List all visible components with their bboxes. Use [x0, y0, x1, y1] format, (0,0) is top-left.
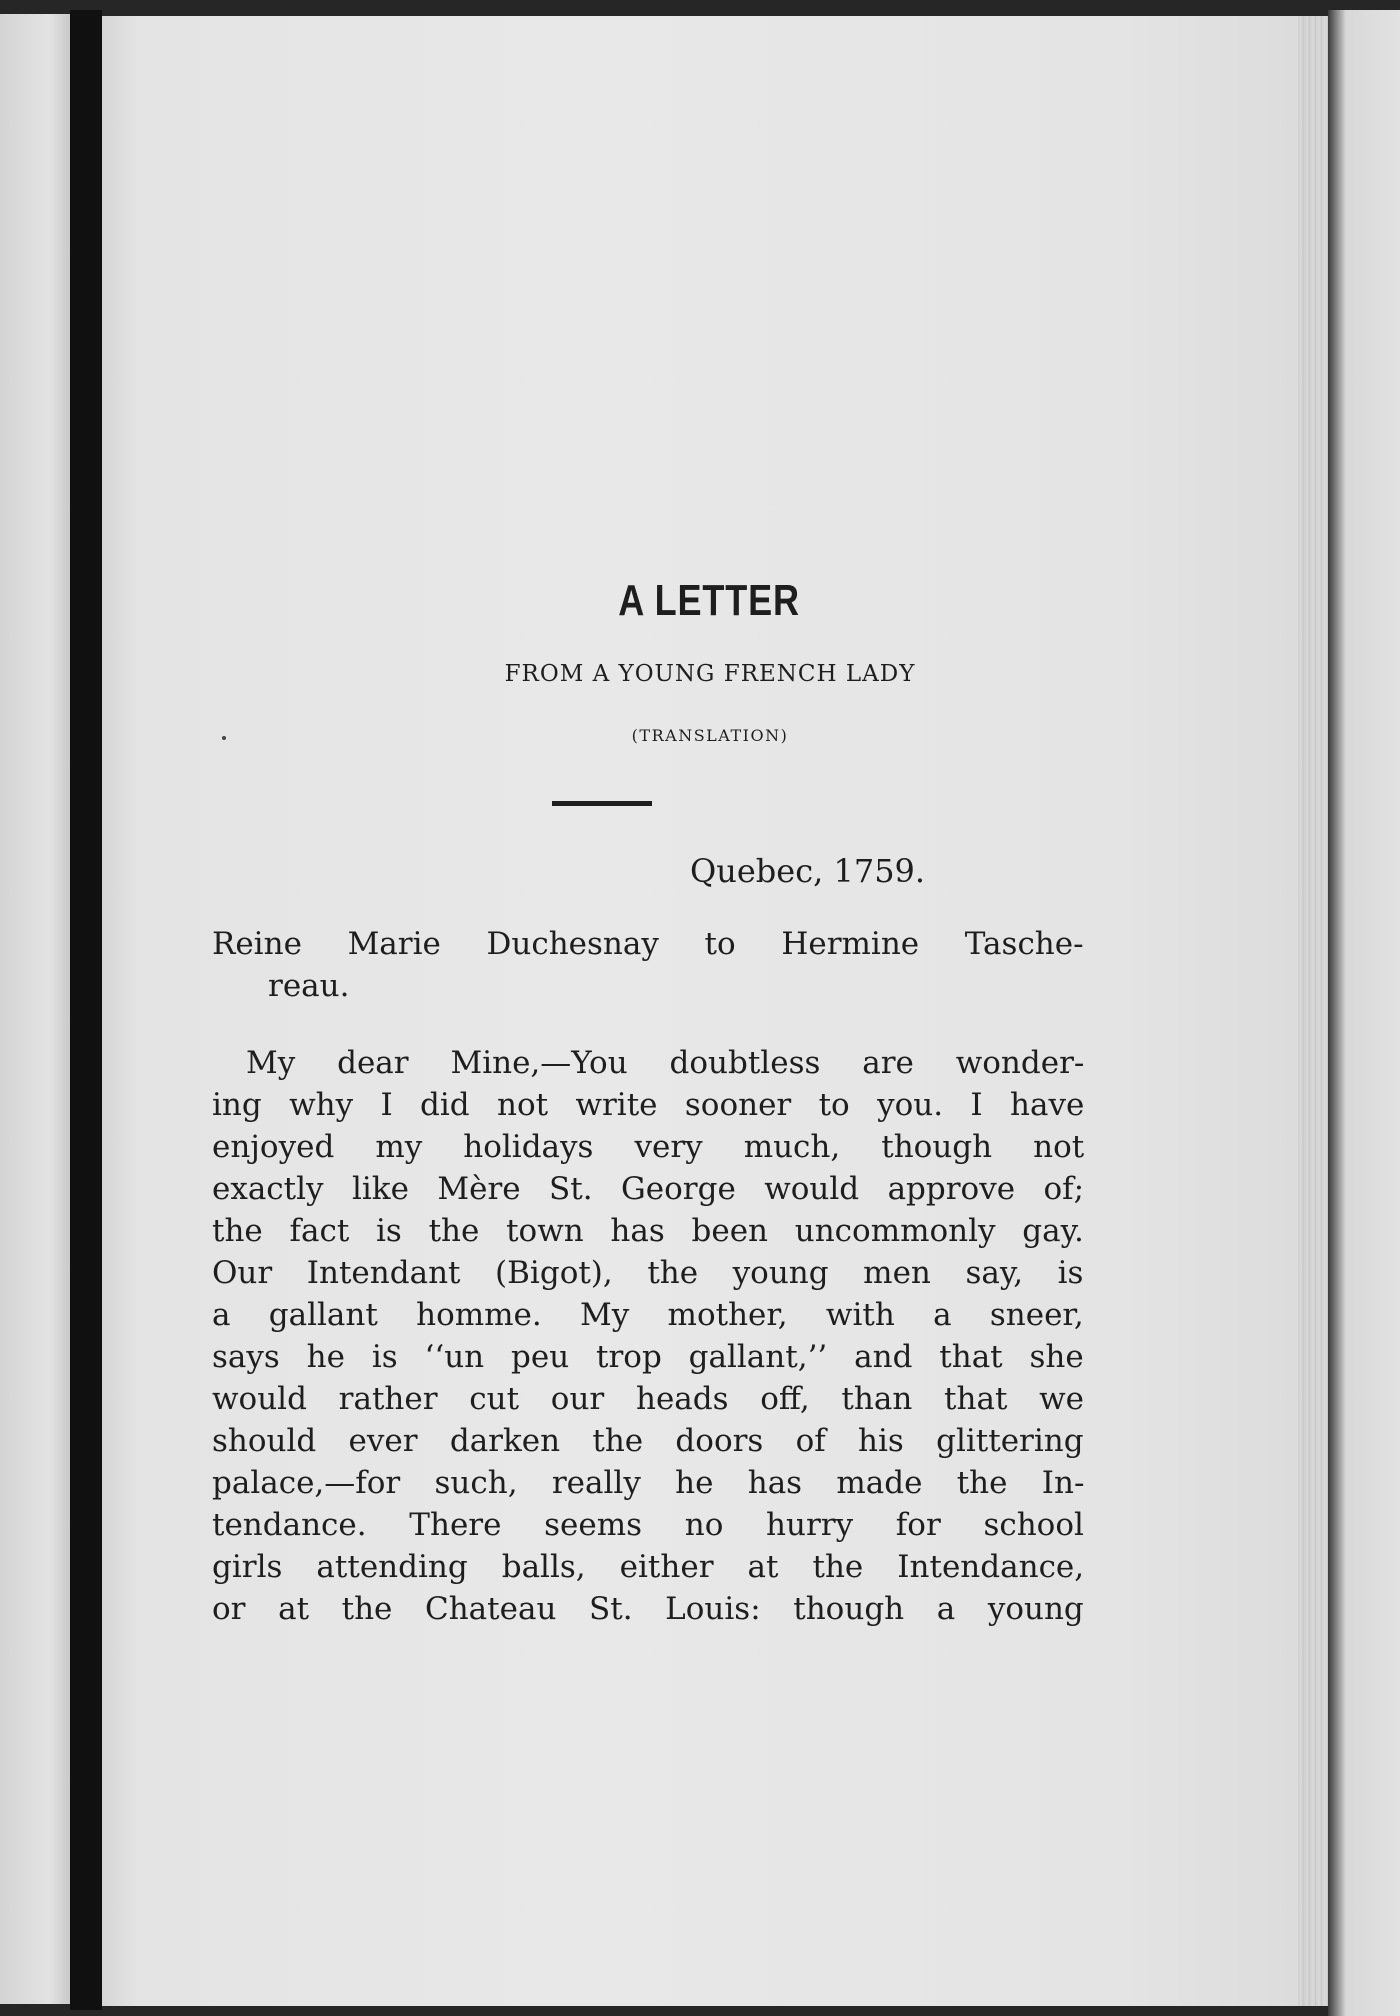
book-page: [102, 16, 1298, 2006]
letter-title: A LETTER: [618, 576, 800, 625]
body-line: tendance. There seems no hurry for school: [212, 1507, 1084, 1543]
body-line: would rather cut our heads off, than that we: [212, 1381, 1085, 1417]
body-line: or at the Chateau St. Louis: though a young: [212, 1591, 1084, 1627]
body-line: My dear Mine,—You doubtless are wonder-: [246, 1045, 1085, 1081]
body-line: girls attending balls, either at the Intendance,: [212, 1549, 1085, 1585]
left-page-edge: [0, 14, 70, 2004]
body-line: the fact is the town has been uncommonly gay.: [212, 1213, 1084, 1249]
letter-subtitle: FROM A YOUNG FRENCH LADY: [504, 661, 916, 687]
body-line: a gallant homme. My mother, with a sneer,: [212, 1297, 1084, 1333]
dateline: Quebec, 1759.: [690, 852, 926, 890]
body-line: Our Intendant (Bigot), the young men say, is: [212, 1255, 1084, 1291]
body-line: says he is ‘‘un peu trop gallant,’’ and that she: [212, 1339, 1084, 1375]
right-cover-edge: [1328, 10, 1400, 2016]
body-line: palace,—for such, really he has made the In-: [212, 1465, 1085, 1501]
body-line: exactly like Mère St. George would approve of;: [212, 1171, 1085, 1207]
page-stack-edges: [1298, 16, 1328, 2006]
salutation-line: reau.: [268, 968, 350, 1004]
translation-note: (TRANSLATION): [631, 726, 789, 745]
section-rule: [552, 801, 652, 806]
body-line: enjoyed my holidays very much, though not: [212, 1129, 1085, 1165]
salutation-line: Reine Marie Duchesnay to Hermine Tasche-: [212, 926, 1084, 962]
body-line: should ever darken the doors of his glittering: [212, 1423, 1084, 1459]
body-line: ing why I did not write sooner to you. I have: [212, 1087, 1085, 1123]
book-gutter: [70, 10, 102, 2010]
